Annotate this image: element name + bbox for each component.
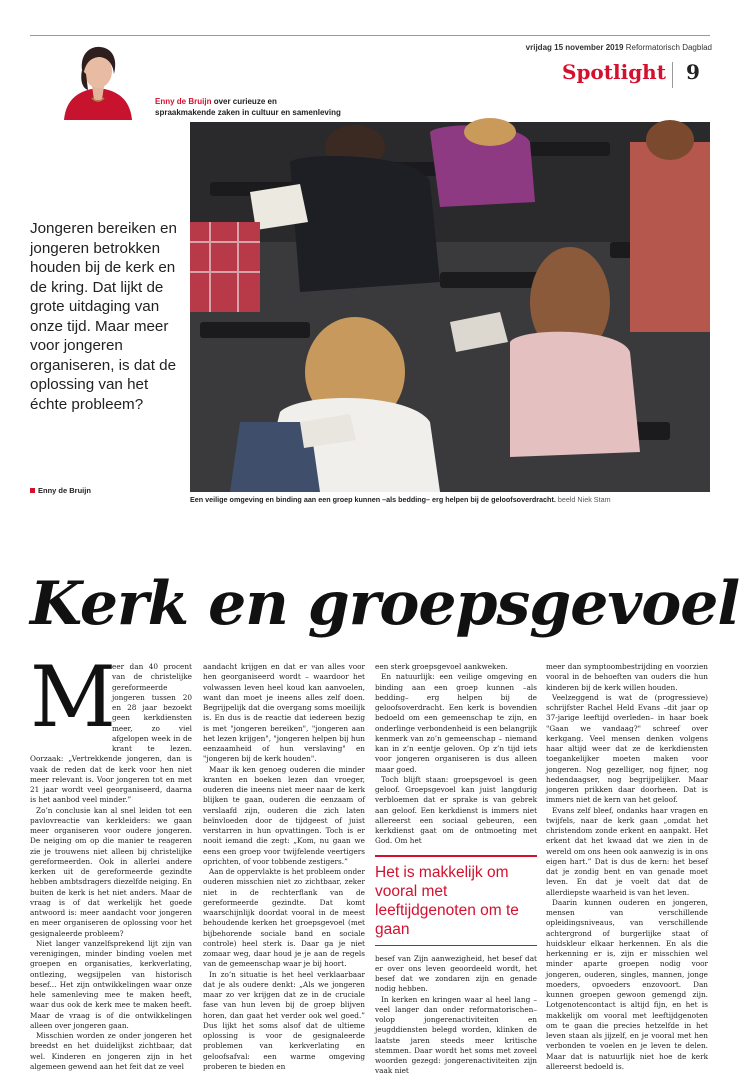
drop-cap: M xyxy=(30,648,117,746)
paragraph: Toch blijft staan: groepsgevoel is geen geloof. Groepsgevoel kan juist langdurig verbloemen dat er sprake is van gebrek aan geloof. Een kerkdienst is immers niet allereerst een sociaal gebeuren, een kerkdienst gaat om de ontmoeting met God. Om het xyxy=(375,774,537,846)
photo-credit: beeld Niek Stam xyxy=(557,495,611,504)
paragraph: In kerken en kringen waar al heel lang –veel langer dan onder reformatorischen– volop jongerenactiviteiten en jeugddiensten belegd worden, klinken de laatste jaren steeds meer kritische stemmen. Daar wordt het soms met zoveel woorden gezegd: jongerenactiviteiten zijn vaak niet xyxy=(375,994,537,1076)
columnist-name: Enny de Bruijn xyxy=(155,97,212,106)
author-marker-icon xyxy=(30,488,35,493)
caption-text: Een veilige omgeving en binding aan een groep kunnen –als bedding– erg helpen bij de geloofsoverdracht. xyxy=(190,495,556,504)
paragraph: besef van Zijn aanwezigheid, het besef dat er over ons leven geoordeeld wordt, het besef dat we zondaren zijn en genade nodig hebben. xyxy=(375,953,537,994)
author-name: Enny de Bruijn xyxy=(38,486,91,495)
article-column-1 xyxy=(30,648,192,1072)
pullquote: Het is makkelijk om vooral met leeftijdgenoten om te gaan xyxy=(375,863,519,938)
paragraph: Zo’n conclusie kan al snel leiden tot een pavlovreactie van kerkleiders: we gaan meer organiseren voor oudere jongeren. De neiging om op die manier te reageren zie je trouwens niet alleen bij christelijke gereformeerden. Ook in allerlei andere kerken uit de gereformeerde gezindte hebben ambtsdragers diezelfde neiging. En buiten de kerk is het niet anders. Maar de vraag is of dat werkelijk het goede antwoord is: meer aandacht voor jongeren en meer organiseren de oplossing voor het gesignaleerde probleem? xyxy=(30,805,192,938)
page-number: 9 xyxy=(686,60,700,84)
paragraph: aandacht krijgen en dat er van alles voor hen georganiseerd wordt – waardoor het volwassen leven heel koud kan aanvoelen, want dan moet je ineens alles zelf doen. Begrijpelijk dat die overgang soms moeilijk is. En dus is de reactie dat iedereen bezig is met "jongeren bereiken", "jongeren aan het lezen krijgen", "jongeren helpen bij hun eenzaamheid of hun verslaving" en "jongeren bij de kerk houden". xyxy=(203,662,365,764)
paragraph: Evans zelf bleef, ondanks haar vragen en twijfels, naar de kerk gaan „omdat het christendom zonde erkent en aanpakt. Het erkent dat het kwaad dat we zien in de wereld om ons heen ook aanwezig is in ons eigen hart.” Dat is dus de kern: het besef dat je zondig bent en van genade moet leven. En dat je voelt dat dat de allerdiepste waarheid is van het leven. xyxy=(546,805,708,897)
paragraph: Niet langer vanzelfsprekend lijt zijn van verenigingen, minder binding voelen met groepen en organisaties, kerkverlating, ontlezing, wegsijpelen van historisch besef... Het zijn ontwikkelingen waar onze hele samenleving mee te maken heeft, waar dus ook de kerk mee te maken heeft. Maar de vraag is of die ontwikkelingen alleen over jongeren gaan. xyxy=(30,938,192,1030)
section-divider xyxy=(672,62,673,88)
paper-name: Reformatorisch Dagblad xyxy=(625,43,712,52)
church-photo xyxy=(190,122,710,492)
article-column-4 xyxy=(546,662,708,1072)
issue-date: vrijdag 15 november 2019 xyxy=(525,43,624,52)
intro-text: Jongeren bereiken en jongeren betrokken houden bij de kerk en de kring. Dat lijkt de grote uitdaging van onze tijd. Maar meer voor jongeren organiseren, is dat de oplossing van het échte probleem? xyxy=(30,220,177,413)
paragraph: eer dan 40 procent van de christelijke gereformeerde jongeren tussen 20 en 28 jaar bezoekt geen kerkdiensten meer, zo viel afgelopen week in de krant te lezen. Oorzaak: „Vertrekkende jongeren, dan is vaak de reden dat de kerk voor hen niet meer relevant is. Voor jongeren tot en met 21 jaar wordt veel georganiseerd, daarna is het aanbod veel minder.” xyxy=(30,662,192,805)
header-rule xyxy=(30,35,710,36)
photo-caption xyxy=(190,495,715,504)
article-column-3 xyxy=(375,662,537,1077)
columnist-avatar xyxy=(58,38,138,120)
paragraph: Aan de oppervlakte is het probleem onder ouderen misschien niet zo zichtbaar, zeker niet in de rechterflank van de gereformeerde gezindte. Dat komt waarschijnlijk doordat vooral in de meest behoudende kerken het groepsgevoel (met bijbehorende sociale band en sociale controle) heel sterk is. Daar ga je niet zomaar weg, daar houd je je aan de regels van de gemeenschap waar je bij hoort. xyxy=(203,867,365,969)
paragraph: Veelzeggend is wat de (progressieve) schrijfster Rachel Held Evans –dit jaar op 37-jarige leeftijd overleden– in haar boek "Gaan we vandaag?" schreef over kerkgang. Veel mensen denken volgens haar altijd weer dat ze de kerkdiensten toegankelijker moeten maken voor jongeren. Nog gezelliger, nog fijner, nog hedendaagser, nog begrijpelijker. Maar jongeren prikken daar doorheen. Dat is immers niet de kern van het geloof. xyxy=(546,692,708,805)
paragraph: Daarin kunnen ouderen en jongeren, mensen van verschillende opleidingsniveaus, van verschillende achtergrond of burgerlijke staat of huidskleur elkaar herkennen. En als die herkenning er is, zijn er misschien wel minder aparte groepen nodig voor jongeren, ouderen, singles, mannen, jonge moeders, opvoeders enzovoort. Dan kunnen groepen gewoon gemengd zijn. Lotgenotencontact is altijd fijn, en het is makkelijk om vooral met leeftijdgenoten om te gaan die precies hetzelfde in het leven staan als jijzelf, en je vooral met hen verbonden te voelen en je leven te delen. Maar dat is natuurlijk niet hoe de kerk allereerst bedoeld is. xyxy=(546,897,708,1071)
dateline xyxy=(526,43,712,52)
paragraph: En natuurlijk: een veilige omgeving en binding aan een groep kunnen –als bedding– erg helpen bij de geloofsoverdracht. Een kerk is bovendien bedoeld om een gemeenschap te zijn, en onderlinge verbondenheid is een belangrijk kenmerk van zo’n gemeenschap – niemand kan in z’n eentje geloven. Op z’n tijd iets voor jongeren organiseren is dus alleen maar goed. xyxy=(375,672,537,774)
headline: Kerk en groepsgevoel xyxy=(30,569,739,639)
paragraph: Maar ik ken genoeg ouderen die minder kranten en boeken lezen dan vroeger, ouderen die ineens niet meer naar de kerk blijken te gaan, ouderen die eenzaam of verslaafd zijn, ouderen die zich laten beïnvloeden door de tijdgeest of juist verstarren in hun opvattingen. Toch is er nooit iemand die zegt: „Kom, nu gaan we eens een groep voor twijfelende veertigers oprichten, of voor tobbende zestigers.” xyxy=(203,764,365,866)
pullquote-rule-bottom xyxy=(375,945,537,946)
author-tag xyxy=(30,486,91,495)
paragraph: een sterk groepsgevoel aankweken. xyxy=(375,662,508,671)
paragraph: meer dan symptoombestrijding en voorzien vooral in de behoeften van ouders die hun kinderen bij de kerk willen houden. xyxy=(546,662,708,692)
paragraph: In zo’n situatie is het heel verklaarbaar dat je als oudere denkt: „Als we jongeren maar zo ver krijgen dat ze in de cruciale fase van hun leven bij de groep blijven horen, dan gaat het verder ook wel goed.” Dus lijkt het soms alsof dat de ultieme oplossing is voor de gesignaleerde problemen van kerkverlating en geloofsafval: een warme omgeving proberen te bieden en xyxy=(203,969,365,1071)
columnist-tagline-1: over curieuze en xyxy=(213,97,277,106)
columnist-byline xyxy=(155,96,341,118)
pullquote-rule-top xyxy=(375,855,537,857)
paragraph: Misschien worden ze onder jongeren het breedst en het duidelijkst zichtbaar, dat wel. Kinderen en jongeren zijn in het algemeen gewend aan het feit dat ze veel xyxy=(30,1031,192,1071)
article-column-2 xyxy=(203,662,365,1072)
columnist-tagline-2: spraakmakende zaken in cultuur en samenleving xyxy=(155,108,341,117)
section-title: Spotlight xyxy=(562,60,666,84)
